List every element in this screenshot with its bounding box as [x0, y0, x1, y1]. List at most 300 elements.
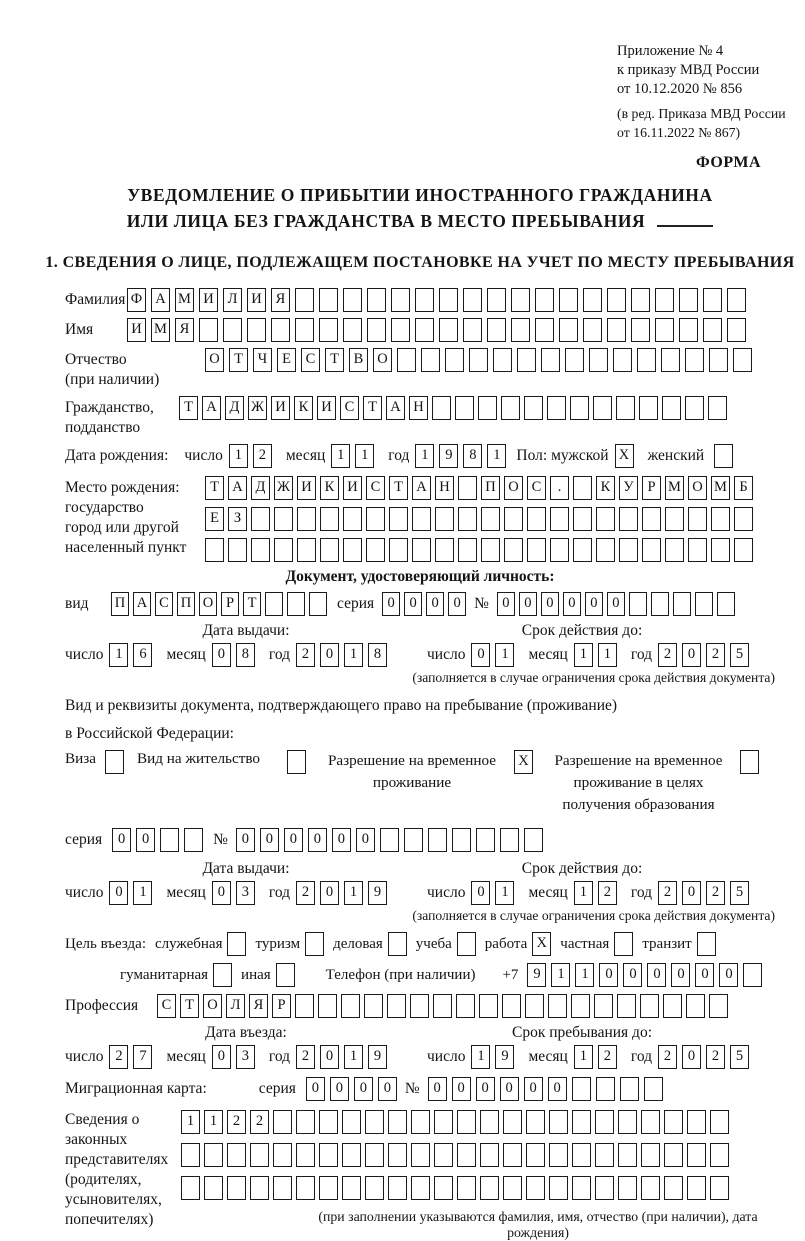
char-cell[interactable]: [411, 1176, 430, 1200]
char-cell[interactable]: [439, 318, 458, 342]
char-cell[interactable]: П: [177, 592, 195, 616]
char-cell[interactable]: 2: [658, 643, 677, 667]
char-cell[interactable]: [380, 828, 399, 852]
char-cell[interactable]: [389, 507, 408, 531]
char-cell[interactable]: Т: [229, 348, 248, 372]
char-cell[interactable]: [428, 828, 447, 852]
char-cell[interactable]: С: [527, 476, 546, 500]
char-cell[interactable]: П: [481, 476, 500, 500]
char-cell[interactable]: 9: [527, 963, 546, 987]
permit-issue-month-input[interactable]: [212, 881, 255, 905]
char-cell[interactable]: А: [151, 288, 170, 312]
char-cell[interactable]: [664, 1176, 683, 1200]
char-cell[interactable]: [596, 1077, 615, 1101]
char-cell[interactable]: [320, 507, 339, 531]
char-cell[interactable]: [733, 348, 752, 372]
char-cell[interactable]: [708, 396, 727, 420]
representatives-row2-input[interactable]: [181, 1143, 775, 1167]
char-cell[interactable]: [639, 396, 658, 420]
purpose-work-checkbox[interactable]: [532, 932, 551, 956]
char-cell[interactable]: [391, 318, 410, 342]
char-cell[interactable]: 3: [236, 1045, 255, 1069]
char-cell[interactable]: [457, 1110, 476, 1134]
char-cell[interactable]: [572, 1143, 591, 1167]
char-cell[interactable]: [415, 318, 434, 342]
char-cell[interactable]: [637, 348, 656, 372]
char-cell[interactable]: Н: [409, 396, 428, 420]
char-cell[interactable]: [309, 592, 327, 616]
char-cell[interactable]: [655, 288, 674, 312]
char-cell[interactable]: [629, 592, 647, 616]
char-cell[interactable]: 0: [320, 1045, 339, 1069]
char-cell[interactable]: [504, 507, 523, 531]
char-cell[interactable]: Р: [272, 994, 291, 1018]
char-cell[interactable]: [480, 1110, 499, 1134]
char-cell[interactable]: [709, 994, 728, 1018]
char-cell[interactable]: 0: [112, 828, 131, 852]
char-cell[interactable]: [559, 318, 578, 342]
char-cell[interactable]: [618, 1143, 637, 1167]
char-cell[interactable]: [223, 318, 242, 342]
char-cell[interactable]: [511, 288, 530, 312]
char-cell[interactable]: [620, 1077, 639, 1101]
char-cell[interactable]: [651, 592, 669, 616]
char-cell[interactable]: [573, 538, 592, 562]
char-cell[interactable]: В: [349, 348, 368, 372]
char-cell[interactable]: [572, 1176, 591, 1200]
char-cell[interactable]: [549, 1110, 568, 1134]
char-cell[interactable]: [364, 994, 383, 1018]
char-cell[interactable]: С: [301, 348, 320, 372]
char-cell[interactable]: 0: [519, 592, 537, 616]
char-cell[interactable]: [105, 750, 124, 774]
char-cell[interactable]: [570, 396, 589, 420]
char-cell[interactable]: 2: [250, 1110, 269, 1134]
char-cell[interactable]: [251, 507, 270, 531]
char-cell[interactable]: 0: [330, 1077, 349, 1101]
char-cell[interactable]: [250, 1143, 269, 1167]
char-cell[interactable]: [227, 1143, 246, 1167]
char-cell[interactable]: [320, 538, 339, 562]
char-cell[interactable]: 0: [695, 963, 714, 987]
permit-expiry-month-input[interactable]: [574, 881, 617, 905]
char-cell[interactable]: 0: [284, 828, 303, 852]
char-cell[interactable]: [305, 932, 324, 956]
char-cell[interactable]: [501, 396, 520, 420]
char-cell[interactable]: 0: [354, 1077, 373, 1101]
char-cell[interactable]: [619, 507, 638, 531]
char-cell[interactable]: [404, 828, 423, 852]
char-cell[interactable]: Б: [734, 476, 753, 500]
char-cell[interactable]: [613, 348, 632, 372]
char-cell[interactable]: Я: [271, 288, 290, 312]
char-cell[interactable]: [181, 1143, 200, 1167]
char-cell[interactable]: К: [320, 476, 339, 500]
char-cell[interactable]: 0: [136, 828, 155, 852]
char-cell[interactable]: [184, 828, 203, 852]
char-cell[interactable]: [503, 1143, 522, 1167]
char-cell[interactable]: 0: [452, 1077, 471, 1101]
char-cell[interactable]: [616, 396, 635, 420]
char-cell[interactable]: [366, 538, 385, 562]
char-cell[interactable]: [565, 348, 584, 372]
char-cell[interactable]: К: [294, 396, 313, 420]
char-cell[interactable]: [593, 396, 612, 420]
char-cell[interactable]: 0: [563, 592, 581, 616]
char-cell[interactable]: 7: [133, 1045, 152, 1069]
char-cell[interactable]: [227, 932, 246, 956]
char-cell[interactable]: [734, 507, 753, 531]
char-cell[interactable]: С: [155, 592, 173, 616]
char-cell[interactable]: [595, 1110, 614, 1134]
char-cell[interactable]: [411, 1143, 430, 1167]
char-cell[interactable]: И: [127, 318, 146, 342]
char-cell[interactable]: [342, 1143, 361, 1167]
purpose-private-checkbox[interactable]: [614, 932, 633, 956]
char-cell[interactable]: [697, 932, 716, 956]
char-cell[interactable]: [535, 288, 554, 312]
char-cell[interactable]: 5: [730, 881, 749, 905]
char-cell[interactable]: 0: [356, 828, 375, 852]
char-cell[interactable]: [456, 994, 475, 1018]
char-cell[interactable]: 2: [253, 444, 272, 468]
char-cell[interactable]: 1: [495, 881, 514, 905]
char-cell[interactable]: О: [504, 476, 523, 500]
char-cell[interactable]: А: [202, 396, 221, 420]
char-cell[interactable]: [319, 288, 338, 312]
char-cell[interactable]: [487, 288, 506, 312]
char-cell[interactable]: [703, 318, 722, 342]
char-cell[interactable]: X: [615, 444, 634, 468]
char-cell[interactable]: 2: [227, 1110, 246, 1134]
char-cell[interactable]: [740, 750, 759, 774]
char-cell[interactable]: [213, 963, 232, 987]
char-cell[interactable]: [458, 507, 477, 531]
char-cell[interactable]: [435, 538, 454, 562]
char-cell[interactable]: [711, 507, 730, 531]
birth-day-input[interactable]: [229, 444, 272, 468]
char-cell[interactable]: [458, 538, 477, 562]
char-cell[interactable]: [274, 538, 293, 562]
char-cell[interactable]: [589, 348, 608, 372]
char-cell[interactable]: [297, 507, 316, 531]
char-cell[interactable]: М: [665, 476, 684, 500]
char-cell[interactable]: [571, 994, 590, 1018]
char-cell[interactable]: [457, 1176, 476, 1200]
char-cell[interactable]: 1: [229, 444, 248, 468]
char-cell[interactable]: Ф: [127, 288, 146, 312]
char-cell[interactable]: [457, 932, 476, 956]
char-cell[interactable]: X: [532, 932, 551, 956]
char-cell[interactable]: [297, 538, 316, 562]
permit-expiry-year-input[interactable]: [658, 881, 749, 905]
char-cell[interactable]: 5: [730, 643, 749, 667]
entry-day-input[interactable]: [109, 1045, 152, 1069]
doc-number-input[interactable]: [497, 592, 735, 616]
identity-issue-month-input[interactable]: [212, 643, 255, 667]
char-cell[interactable]: [714, 444, 733, 468]
char-cell[interactable]: [276, 963, 295, 987]
char-cell[interactable]: [432, 396, 451, 420]
char-cell[interactable]: [388, 1110, 407, 1134]
char-cell[interactable]: 5: [730, 1045, 749, 1069]
char-cell[interactable]: [457, 1143, 476, 1167]
char-cell[interactable]: 1: [133, 881, 152, 905]
char-cell[interactable]: [434, 1143, 453, 1167]
char-cell[interactable]: [365, 1143, 384, 1167]
char-cell[interactable]: [641, 1143, 660, 1167]
char-cell[interactable]: 0: [682, 881, 701, 905]
char-cell[interactable]: [480, 1176, 499, 1200]
char-cell[interactable]: [435, 507, 454, 531]
char-cell[interactable]: [476, 828, 495, 852]
char-cell[interactable]: [617, 994, 636, 1018]
birth-year-input[interactable]: [415, 444, 506, 468]
char-cell[interactable]: [205, 538, 224, 562]
char-cell[interactable]: [618, 1176, 637, 1200]
char-cell[interactable]: [388, 932, 407, 956]
temp-residence-checkbox[interactable]: [514, 750, 533, 774]
char-cell[interactable]: 1: [574, 643, 593, 667]
char-cell[interactable]: 0: [320, 881, 339, 905]
char-cell[interactable]: П: [111, 592, 129, 616]
char-cell[interactable]: [710, 1176, 729, 1200]
char-cell[interactable]: [295, 318, 314, 342]
char-cell[interactable]: [665, 538, 684, 562]
char-cell[interactable]: [421, 348, 440, 372]
char-cell[interactable]: 2: [706, 881, 725, 905]
char-cell[interactable]: М: [175, 288, 194, 312]
char-cell[interactable]: 0: [471, 881, 490, 905]
char-cell[interactable]: [527, 507, 546, 531]
char-cell[interactable]: 0: [476, 1077, 495, 1101]
char-cell[interactable]: О: [199, 592, 217, 616]
visa-checkbox[interactable]: [105, 750, 124, 774]
char-cell[interactable]: 1: [204, 1110, 223, 1134]
char-cell[interactable]: 1: [344, 881, 363, 905]
char-cell[interactable]: 1: [181, 1110, 200, 1134]
char-cell[interactable]: А: [386, 396, 405, 420]
char-cell[interactable]: 2: [296, 1045, 315, 1069]
char-cell[interactable]: [366, 507, 385, 531]
char-cell[interactable]: 9: [495, 1045, 514, 1069]
char-cell[interactable]: 1: [415, 444, 434, 468]
char-cell[interactable]: [342, 1176, 361, 1200]
char-cell[interactable]: [274, 507, 293, 531]
char-cell[interactable]: 2: [706, 643, 725, 667]
purpose-transit-checkbox[interactable]: [697, 932, 716, 956]
char-cell[interactable]: 0: [109, 881, 128, 905]
char-cell[interactable]: Е: [205, 507, 224, 531]
char-cell[interactable]: [644, 1077, 663, 1101]
char-cell[interactable]: [341, 994, 360, 1018]
char-cell[interactable]: [343, 538, 362, 562]
char-cell[interactable]: И: [317, 396, 336, 420]
identity-expiry-month-input[interactable]: [574, 643, 617, 667]
char-cell[interactable]: [559, 288, 578, 312]
permit-issue-year-input[interactable]: [296, 881, 387, 905]
char-cell[interactable]: [572, 1077, 591, 1101]
entry-year-input[interactable]: [296, 1045, 387, 1069]
char-cell[interactable]: [573, 507, 592, 531]
char-cell[interactable]: [287, 592, 305, 616]
char-cell[interactable]: 0: [682, 1045, 701, 1069]
char-cell[interactable]: [295, 288, 314, 312]
char-cell[interactable]: 1: [575, 963, 594, 987]
char-cell[interactable]: [549, 1176, 568, 1200]
char-cell[interactable]: 0: [647, 963, 666, 987]
char-cell[interactable]: [319, 1143, 338, 1167]
char-cell[interactable]: 2: [296, 881, 315, 905]
char-cell[interactable]: И: [271, 396, 290, 420]
temp-residence-edu-checkbox[interactable]: [740, 750, 759, 774]
char-cell[interactable]: [455, 396, 474, 420]
char-cell[interactable]: 0: [448, 592, 466, 616]
char-cell[interactable]: [387, 994, 406, 1018]
char-cell[interactable]: [295, 994, 314, 1018]
char-cell[interactable]: [550, 538, 569, 562]
char-cell[interactable]: [247, 318, 266, 342]
char-cell[interactable]: 1: [471, 1045, 490, 1069]
char-cell[interactable]: [452, 828, 471, 852]
char-cell[interactable]: 0: [500, 1077, 519, 1101]
char-cell[interactable]: [160, 828, 179, 852]
migration-series-input[interactable]: [306, 1077, 397, 1101]
char-cell[interactable]: [619, 538, 638, 562]
char-cell[interactable]: [287, 750, 306, 774]
char-cell[interactable]: 1: [355, 444, 374, 468]
char-cell[interactable]: 2: [109, 1045, 128, 1069]
surname-input[interactable]: [127, 288, 746, 312]
residence-permit-checkbox[interactable]: [287, 750, 306, 774]
char-cell[interactable]: 9: [439, 444, 458, 468]
char-cell[interactable]: 8: [463, 444, 482, 468]
char-cell[interactable]: 8: [368, 643, 387, 667]
char-cell[interactable]: [479, 994, 498, 1018]
char-cell[interactable]: 0: [378, 1077, 397, 1101]
representatives-row1-input[interactable]: [181, 1110, 775, 1134]
char-cell[interactable]: [583, 318, 602, 342]
char-cell[interactable]: Я: [249, 994, 268, 1018]
char-cell[interactable]: [679, 318, 698, 342]
char-cell[interactable]: [688, 507, 707, 531]
char-cell[interactable]: [204, 1176, 223, 1200]
char-cell[interactable]: 2: [296, 643, 315, 667]
char-cell[interactable]: 3: [236, 881, 255, 905]
char-cell[interactable]: О: [203, 994, 222, 1018]
char-cell[interactable]: [343, 288, 362, 312]
char-cell[interactable]: [685, 348, 704, 372]
identity-expiry-year-input[interactable]: [658, 643, 749, 667]
char-cell[interactable]: [480, 1143, 499, 1167]
char-cell[interactable]: Р: [642, 476, 661, 500]
birthplace-row2-input[interactable]: [205, 507, 753, 531]
char-cell[interactable]: 2: [598, 881, 617, 905]
char-cell[interactable]: Д: [251, 476, 270, 500]
char-cell[interactable]: [265, 592, 283, 616]
char-cell[interactable]: 0: [260, 828, 279, 852]
char-cell[interactable]: Т: [205, 476, 224, 500]
char-cell[interactable]: [711, 538, 730, 562]
char-cell[interactable]: [527, 538, 546, 562]
char-cell[interactable]: [365, 1110, 384, 1134]
char-cell[interactable]: [573, 476, 592, 500]
char-cell[interactable]: 0: [671, 963, 690, 987]
char-cell[interactable]: Т: [243, 592, 261, 616]
char-cell[interactable]: А: [133, 592, 151, 616]
char-cell[interactable]: И: [297, 476, 316, 500]
char-cell[interactable]: [524, 396, 543, 420]
entry-month-input[interactable]: [212, 1045, 255, 1069]
char-cell[interactable]: [687, 1176, 706, 1200]
profession-input[interactable]: [157, 994, 728, 1018]
purpose-other-checkbox[interactable]: [276, 963, 295, 987]
identity-issue-year-input[interactable]: [296, 643, 387, 667]
char-cell[interactable]: 1: [574, 881, 593, 905]
char-cell[interactable]: [503, 1110, 522, 1134]
char-cell[interactable]: [663, 994, 682, 1018]
char-cell[interactable]: 0: [236, 828, 255, 852]
char-cell[interactable]: А: [228, 476, 247, 500]
char-cell[interactable]: [411, 1110, 430, 1134]
char-cell[interactable]: [541, 348, 560, 372]
char-cell[interactable]: Л: [223, 288, 242, 312]
char-cell[interactable]: 0: [320, 643, 339, 667]
char-cell[interactable]: [296, 1176, 315, 1200]
birth-month-input[interactable]: [331, 444, 374, 468]
char-cell[interactable]: 0: [524, 1077, 543, 1101]
sex-female-checkbox[interactable]: [714, 444, 733, 468]
char-cell[interactable]: Д: [225, 396, 244, 420]
char-cell[interactable]: Т: [325, 348, 344, 372]
char-cell[interactable]: С: [340, 396, 359, 420]
char-cell[interactable]: О: [373, 348, 392, 372]
char-cell[interactable]: Р: [221, 592, 239, 616]
char-cell[interactable]: [391, 288, 410, 312]
char-cell[interactable]: [710, 1110, 729, 1134]
char-cell[interactable]: [412, 538, 431, 562]
char-cell[interactable]: С: [366, 476, 385, 500]
permit-number-input[interactable]: [236, 828, 543, 852]
char-cell[interactable]: [251, 538, 270, 562]
char-cell[interactable]: [548, 994, 567, 1018]
char-cell[interactable]: [434, 1176, 453, 1200]
char-cell[interactable]: [535, 318, 554, 342]
permit-series-input[interactable]: [112, 828, 203, 852]
char-cell[interactable]: [343, 318, 362, 342]
char-cell[interactable]: Н: [435, 476, 454, 500]
purpose-study-checkbox[interactable]: [457, 932, 476, 956]
char-cell[interactable]: [343, 507, 362, 531]
char-cell[interactable]: .: [550, 476, 569, 500]
patronymic-input[interactable]: [205, 348, 752, 372]
char-cell[interactable]: 0: [607, 592, 625, 616]
char-cell[interactable]: [662, 396, 681, 420]
char-cell[interactable]: [319, 1176, 338, 1200]
char-cell[interactable]: О: [205, 348, 224, 372]
char-cell[interactable]: Ч: [253, 348, 272, 372]
char-cell[interactable]: 6: [133, 643, 152, 667]
char-cell[interactable]: [463, 318, 482, 342]
char-cell[interactable]: И: [343, 476, 362, 500]
char-cell[interactable]: 0: [404, 592, 422, 616]
char-cell[interactable]: [458, 476, 477, 500]
char-cell[interactable]: [664, 1143, 683, 1167]
char-cell[interactable]: Я: [175, 318, 194, 342]
char-cell[interactable]: Т: [180, 994, 199, 1018]
purpose-commercial-checkbox[interactable]: [388, 932, 407, 956]
char-cell[interactable]: 0: [332, 828, 351, 852]
